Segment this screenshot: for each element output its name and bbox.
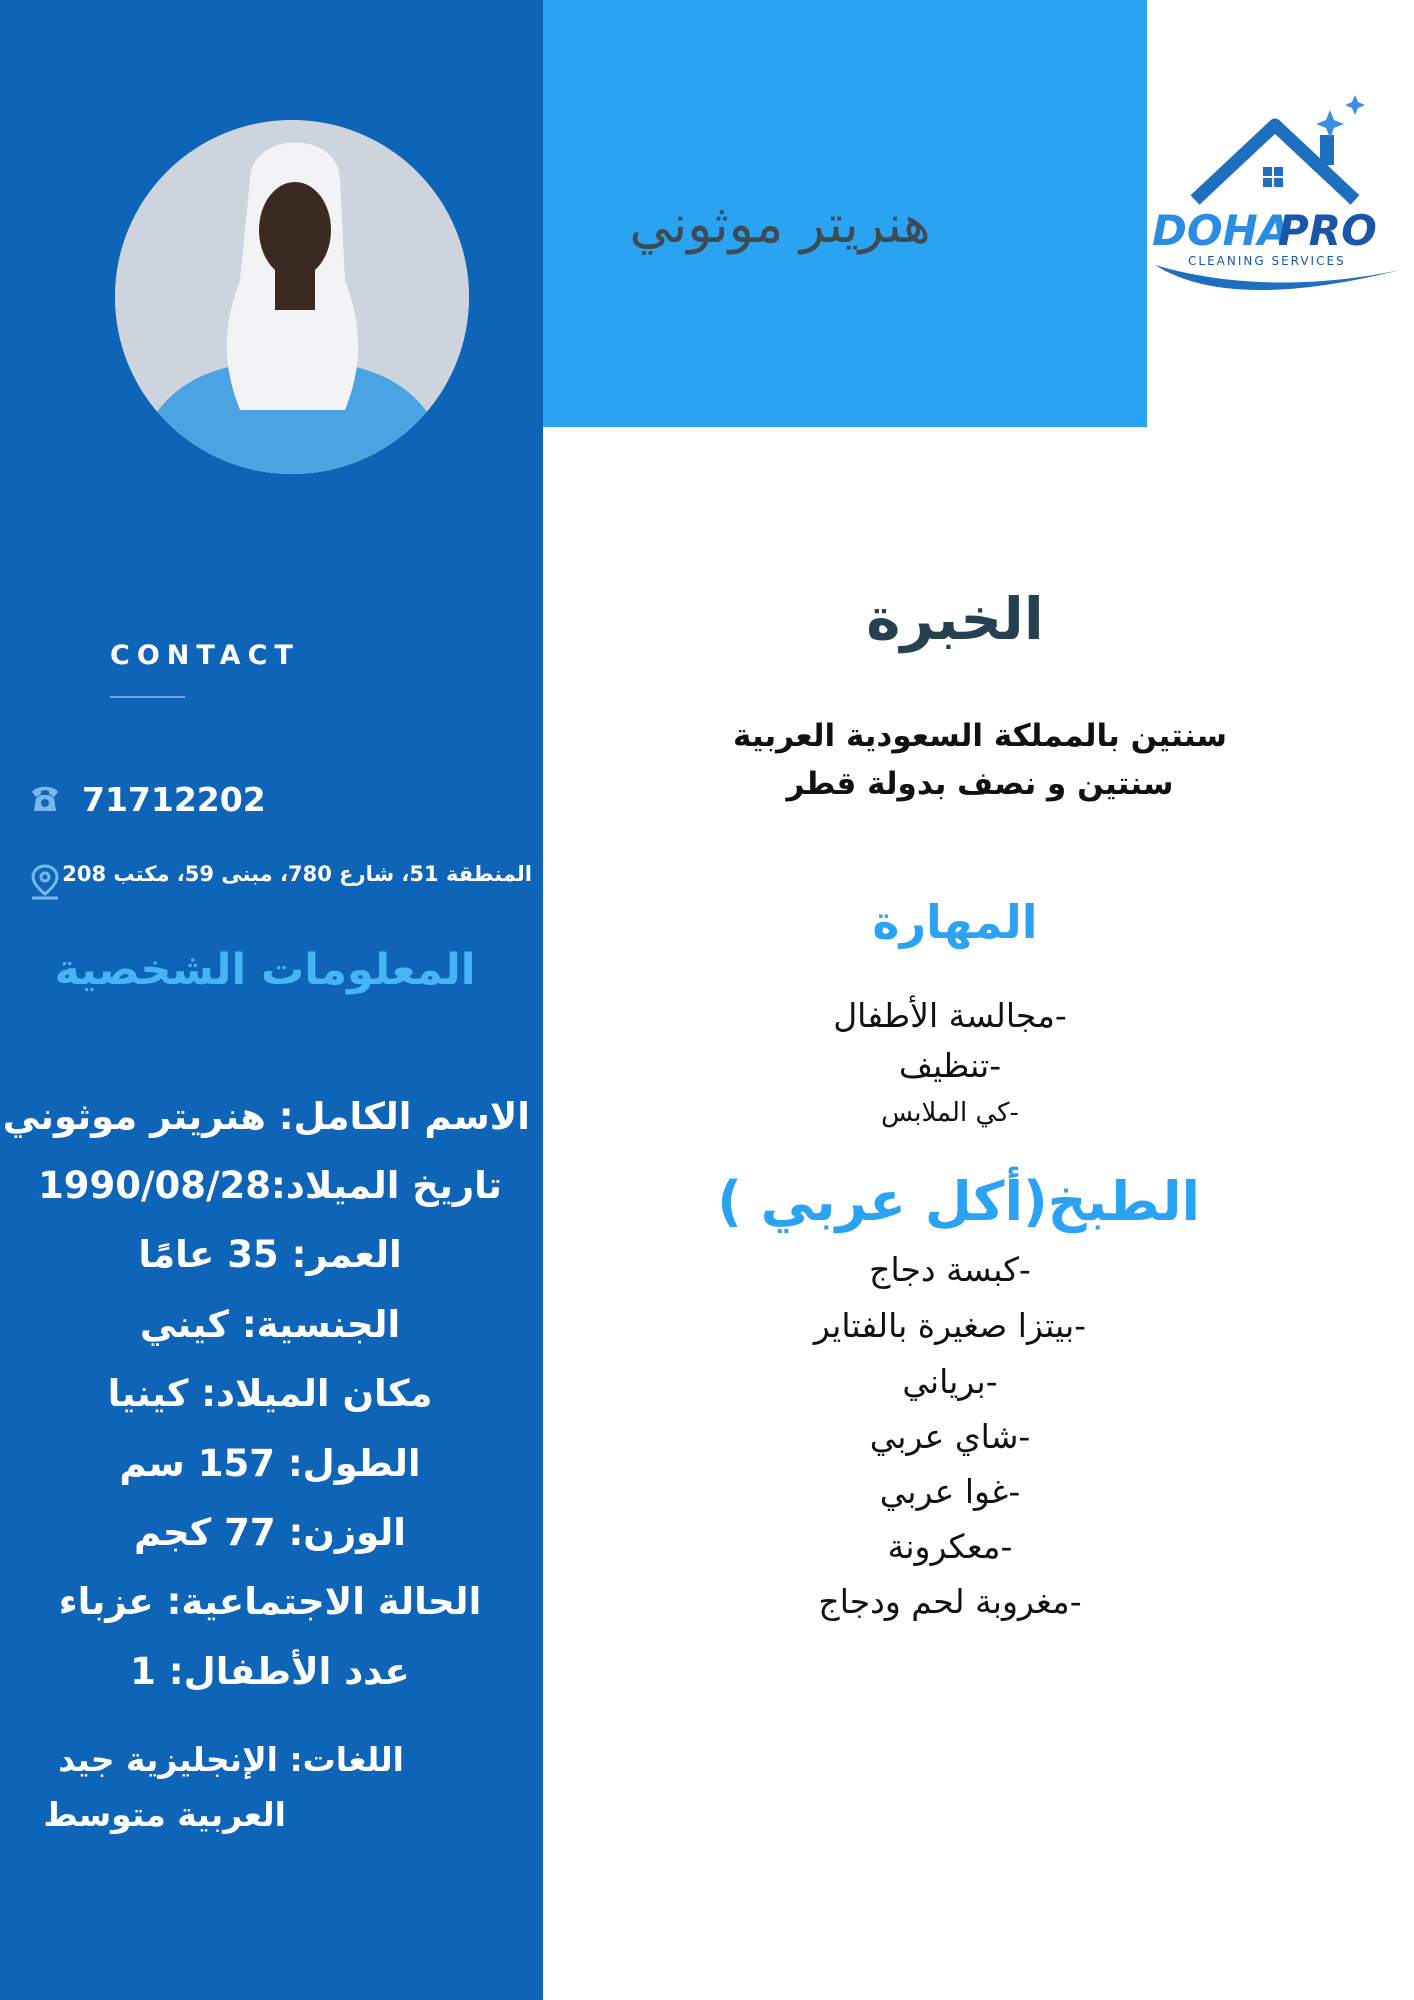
info-nationality: الجنسية: كيني (139, 1303, 401, 1346)
logo-pro: PRO (1278, 206, 1377, 255)
logo-tagline: CLEANING SERVICES (1188, 254, 1346, 268)
skill-item: -تنظيف (898, 1046, 1002, 1085)
cooking-item: -برياني (902, 1362, 998, 1401)
info-languages-arabic: العربية متوسط (43, 1795, 286, 1834)
cooking-item: -بيتزا صغيرة بالفتاير (813, 1306, 1087, 1345)
skill-item: -كي الملابس (881, 1098, 1019, 1128)
company-logo (1150, 95, 1414, 305)
info-birth-place: مكان الميلاد: كينيا (107, 1372, 433, 1415)
experience-title: الخبرة (866, 585, 1044, 653)
contact-divider (110, 696, 185, 698)
info-age: العمر: 35 عامًا (138, 1233, 402, 1276)
contact-address: المنطقة 51، شارع 780، مبنى 59، مكتب 208 (62, 862, 532, 886)
experience-item: سنتين بالمملكة السعودية العربية (733, 718, 1227, 754)
logo-doha: DOHA (1152, 206, 1291, 255)
cooking-item: -غوا عربي (879, 1472, 1021, 1511)
cooking-title: الطبخ(أكل عربي ) (717, 1170, 1200, 1233)
skill-item: -مجالسة الأطفال (833, 996, 1067, 1035)
info-marital-status: الحالة الاجتماعية: عزباء (58, 1580, 482, 1623)
info-weight: الوزن: 77 كجم (134, 1511, 406, 1554)
skills-title: المهارة (872, 895, 1038, 949)
cooking-item: -معكرونة (887, 1527, 1013, 1566)
experience-item: سنتين و نصف بدولة قطر (786, 766, 1174, 802)
info-children: عدد الأطفال: 1 (130, 1650, 410, 1693)
info-languages: اللغات: الإنجليزية جيد (58, 1740, 404, 1779)
candidate-name: هنريتر موثوني (629, 195, 931, 255)
profile-photo (115, 120, 469, 474)
info-birth-date: تاريخ الميلاد:1990/08/28 (38, 1164, 502, 1207)
info-full-name: الاسم الكامل: هنريتر موثوني (2, 1095, 530, 1138)
info-height: الطول: 157 سم (119, 1442, 421, 1485)
phone-icon (28, 782, 62, 816)
personal-info-title: المعلومات الشخصية (54, 945, 476, 995)
contact-phone[interactable]: 71712202 (82, 780, 266, 819)
cooking-item: -شاي عربي (869, 1417, 1031, 1456)
contact-title: CONTACT (110, 640, 300, 671)
location-pin-icon (30, 864, 60, 900)
cooking-item: -كبسة دجاج (869, 1250, 1031, 1289)
cooking-item: -مغروبة لحم ودجاج (818, 1582, 1082, 1621)
